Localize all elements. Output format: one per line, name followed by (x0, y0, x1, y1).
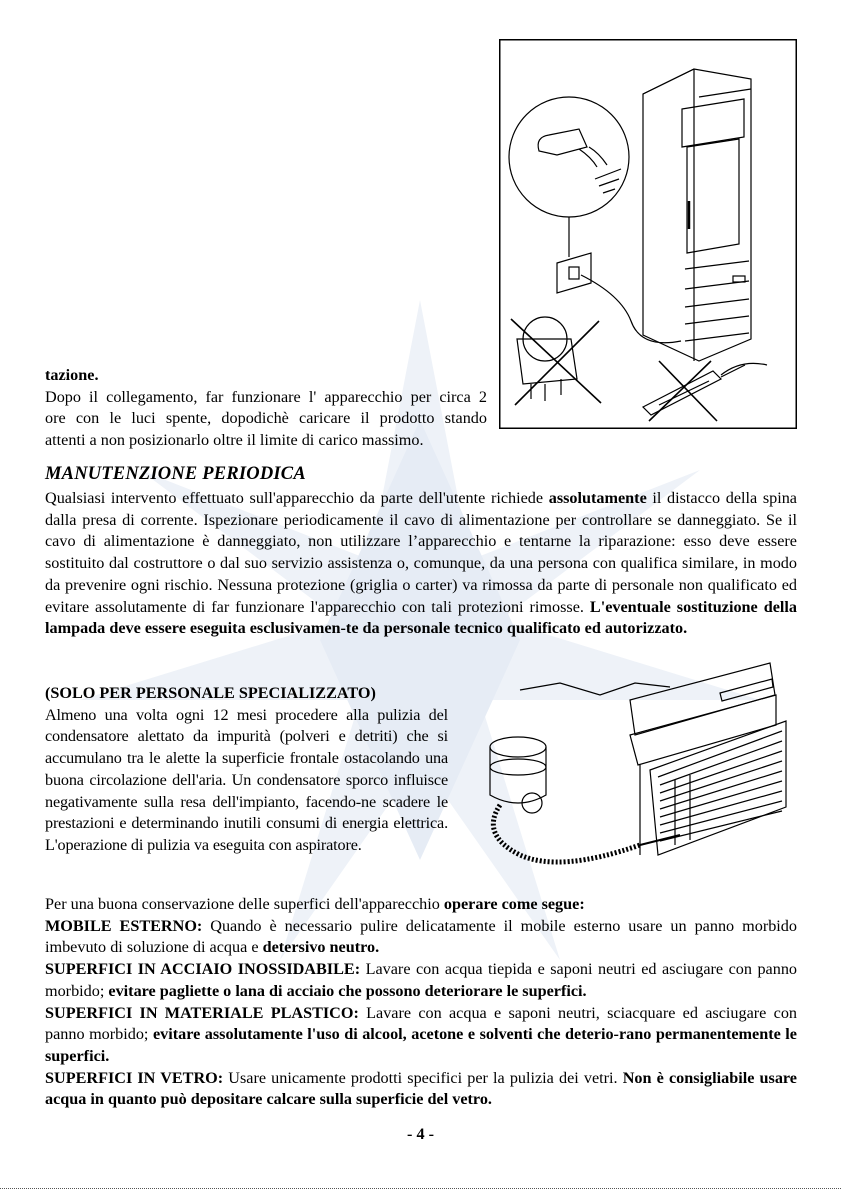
page-cut-line (0, 1188, 841, 1189)
intro-line-3: ore con le luci spente, dopodichè caricare il prodotto stando (45, 409, 487, 428)
care-s3-label: SUPERFICI IN MATERIALE PLASTICO: (45, 1003, 359, 1022)
care-s4-text: Usare unicamente prodotti specifici per la pulizia dei vetri. (223, 1068, 623, 1087)
specialist-title: (SOLO PER PERSONALE SPECIALIZZATO) (45, 684, 376, 702)
care-s2-text: Lavare con acqua tiepida e saponi neutri ed asciugare con panno morbido; (45, 960, 798, 1000)
maintenance-text-bold-2: L'eventuale sostituzione della lampada deve essere eseguita esclusivamen-te da personale tecnico qualificato ed autorizzato. (45, 597, 797, 638)
specialist-body: Almeno una volta ogni 12 mesi procedere alla pulizia del condensatore alettato da impurità (polveri e detriti) che si accumulano tra le alette la superficie frontale ostacolando una buona circolazione dell'aria. Un condensatore sporco influisce negativamente sulla resa dell'impianto, facendo-ne scadere le prestazioni e determinando inutili consumi di energia elettrica. L'operazione di pulizia va eseguita con aspiratore. (45, 705, 448, 854)
condenser-vacuum-cleaning-icon (480, 655, 800, 875)
care-intro-text: Per una buona conservazione delle superfici dell'apparecchio (45, 895, 444, 913)
maintenance-text-1: Qualsiasi intervento effettuato sull'apparecchio da parte dell'utente richiede (45, 489, 549, 507)
care-s1-bold: detersivo neutro. (262, 938, 380, 957)
specialist-section (45, 683, 448, 857)
page-number: - 4 - (407, 1125, 434, 1143)
care-intro (45, 894, 797, 916)
intro-line-4: attenti a non posizionarlo oltre il limite di carico massimo. (45, 431, 424, 450)
care-external-cabinet (45, 916, 797, 959)
care-s1-text: Quando è necessario pulire delicatamente il mobile esterno usare un panno morbido imbevuto di soluzione di acqua e (45, 916, 797, 957)
care-instructions (45, 894, 797, 1111)
care-s2-bold: evitare pagliette o lana di acciaio che possono deteriorare le superfici. (108, 981, 587, 1000)
care-s1-label: MOBILE ESTERNO: (45, 916, 203, 935)
care-s4-label: SUPERFICI IN VETRO: (45, 1068, 224, 1087)
care-s3-text: Lavare con acqua e saponi neutri, sciacquare ed asciugare con panno morbido; (45, 1003, 798, 1044)
care-s3-bold: evitare assolutamente l'uso di alcool, acetone e solventi che deterio-rano permanentemente le superfici. (45, 1025, 797, 1065)
care-s4-bold: Non è consigliabile usare acqua in quanto può depositare calcare sulla superficie del vetro. (45, 1068, 797, 1109)
care-s2-label: SUPERFICI IN ACCIAIO INOSSIDABILE: (45, 960, 361, 979)
refrigerator-plug-grounding-icon (499, 39, 797, 429)
care-stainless-steel (45, 959, 797, 1002)
intro-line-2: Dopo il collegamento, far funzionare l' apparecchio per circa 2 (45, 387, 487, 406)
maintenance-text-2: il distacco della spina dalla presa di corrente. Ispezionare periodicamente il cavo di alimentazione per controllare se danneggiato. Se il cavo di alimentazione è danneggiato, non utilizzare l’apparecchio e tentarne la riparazione: esso deve essere sostituito dal costruttore o dal suo servizio assistenza o, comunque, da una persona con qualifica similare, in modo da prevenire ogni rischio. Nessuna protezione (griglia o carter) va rimossa da parte di personale non qualificato ed evitare assolutamente di far funzionare l'apparecchio con tali protezioni rimosse. (45, 489, 797, 616)
intro-paragraph (45, 365, 487, 452)
care-glass (45, 1068, 797, 1111)
care-intro-bold: operare come segue: (443, 895, 585, 913)
intro-line-1: tazione. (45, 366, 99, 384)
maintenance-text-bold-1: assolutamente (548, 489, 647, 507)
maintenance-paragraph (45, 488, 797, 640)
care-plastic (45, 1003, 797, 1068)
maintenance-heading: MANUTENZIONE PERIODICA (45, 464, 306, 484)
